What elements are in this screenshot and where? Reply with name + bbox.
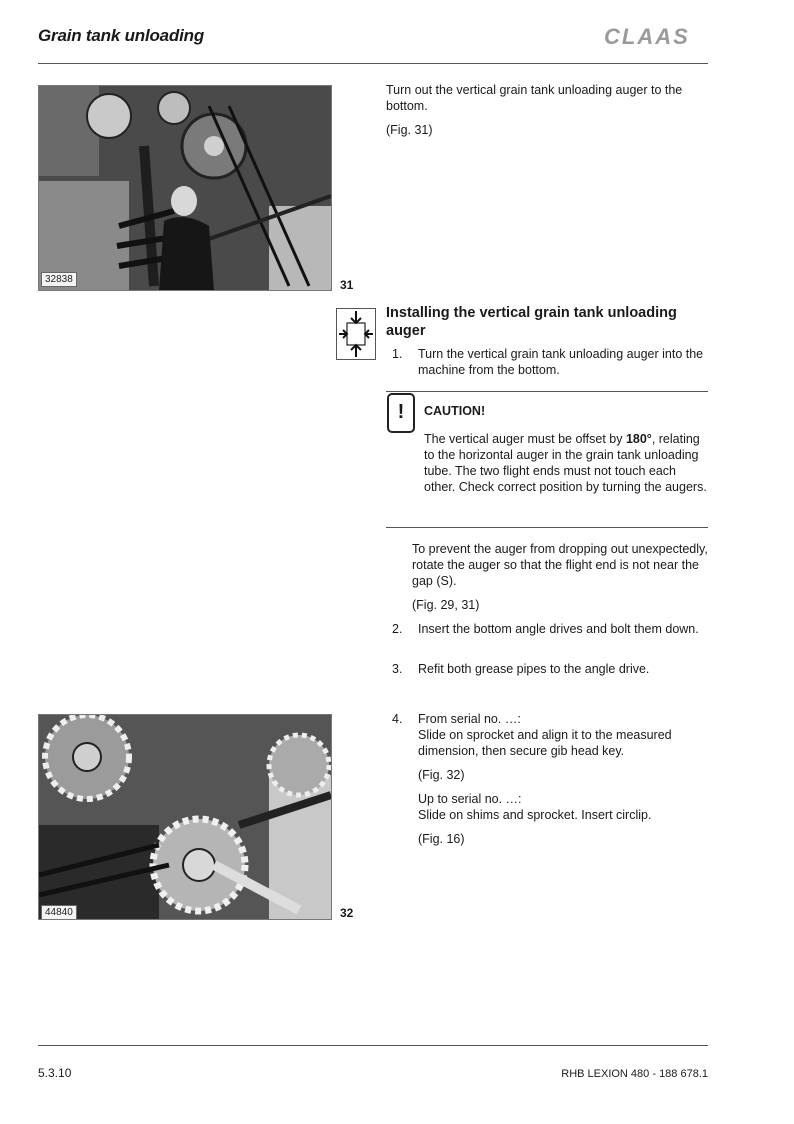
step-3	[392, 661, 708, 677]
figure-31-number: 31	[340, 278, 354, 292]
caution-emphasis: 180°	[625, 432, 652, 446]
step-2-text: Insert the bottom angle drives and bolt them down.	[418, 622, 699, 636]
intro-text: Turn out the vertical grain tank unloading auger to the bottom.	[386, 83, 683, 113]
caution-text	[424, 431, 710, 495]
step-1	[392, 346, 708, 378]
step-4-line-4: Slide on shims and sprocket. Insert circlip.	[418, 808, 652, 822]
footer-divider	[38, 1045, 708, 1046]
page-number: 5.3.10	[38, 1066, 72, 1080]
page-header-title: Grain tank unloading	[38, 26, 205, 45]
step-4-line-2: Slide on sprocket and align it to the measured dimension, then secure gib head key.	[418, 728, 672, 758]
caution-label: CAUTION!	[424, 404, 486, 418]
caution-text-start: The vertical auger must be offset by	[424, 432, 626, 446]
figure-32-number: 32	[340, 906, 354, 920]
caution-bottom-divider	[386, 527, 708, 528]
installation-symbol-icon	[336, 308, 376, 360]
step-4-ref-1: (Fig. 32)	[418, 768, 465, 782]
step-3-number: 3.	[392, 662, 403, 676]
step-1-number: 1.	[392, 347, 403, 361]
step-4-line-1: From serial no. …:	[418, 712, 521, 726]
step-4-number: 4.	[392, 712, 403, 726]
step-4-line-3: Up to serial no. …:	[418, 792, 522, 806]
step-2	[392, 621, 708, 637]
intro-fig-ref: (Fig. 31)	[386, 123, 433, 137]
step-1-text: Turn the vertical grain tank unloading auger into the machine from the bottom.	[418, 347, 704, 377]
figure-32-image-id: 44840	[41, 905, 77, 920]
figure-31-photo	[38, 85, 332, 291]
section-title: Installing the vertical grain tank unloading auger	[386, 305, 677, 339]
caution-top-divider	[386, 391, 708, 392]
caution-text-end: , relating to the horizontal auger in the grain tank unloading tube. The two flight ends must not touch each other. Check correct position by turning the augers.	[424, 432, 707, 494]
step-2-number: 2.	[392, 622, 403, 636]
prevent-text: To prevent the auger from dropping out unexpectedly, rotate the auger so that the flight end is not near the gap (S).	[412, 542, 708, 588]
step-4	[392, 711, 708, 847]
step-4-ref-2: (Fig. 16)	[418, 832, 465, 846]
prevent-fig-ref: (Fig. 29, 31)	[412, 598, 480, 612]
step-3-text: Refit both grease pipes to the angle drive.	[418, 662, 650, 676]
caution-icon: !	[387, 393, 415, 433]
figure-32-photo	[38, 714, 332, 920]
document-reference: RHB LEXION 480 - 188 678.1	[561, 1068, 708, 1080]
brand-logo: CLAAS	[604, 24, 690, 49]
header-divider	[38, 63, 708, 64]
figure-31-image-id: 32838	[41, 272, 77, 287]
